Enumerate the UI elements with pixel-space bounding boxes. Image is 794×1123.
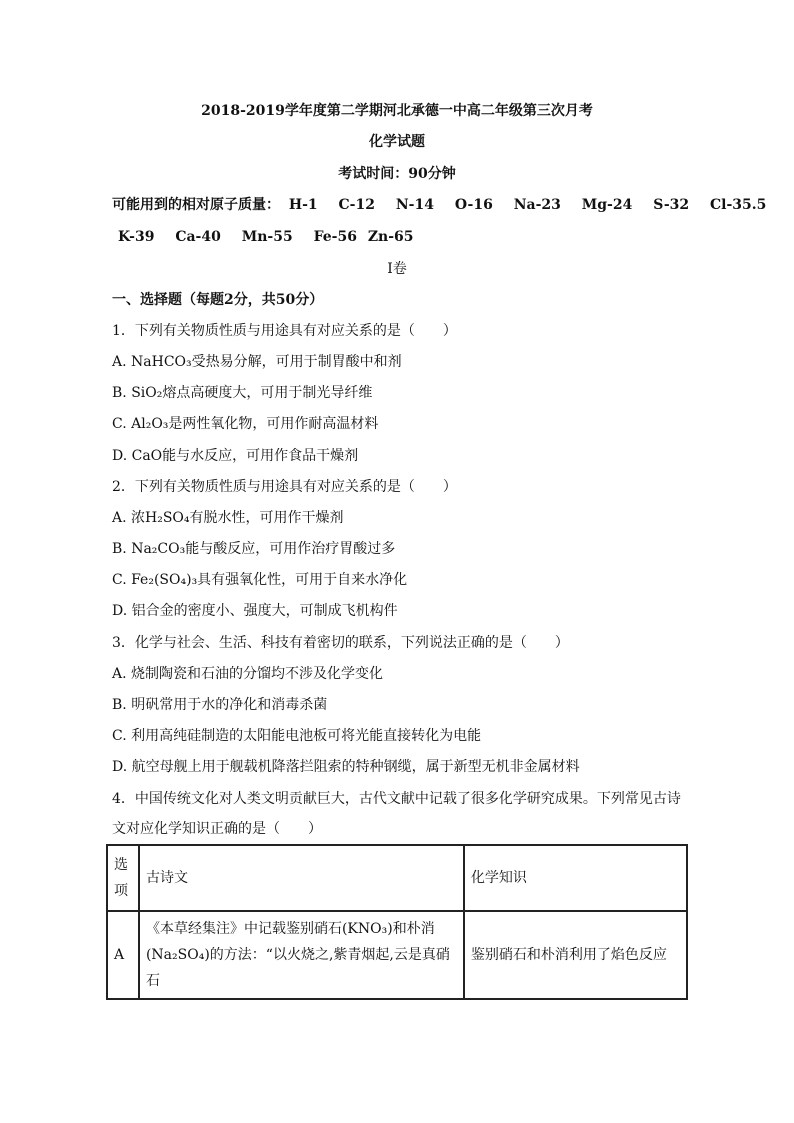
mass-item: Ca-40 (175, 229, 221, 245)
question-4-table (106, 844, 688, 1000)
question-4-stem-line-2: 文对应化学知识正确的是（ ） (112, 821, 322, 837)
volume-label: I卷 (387, 261, 407, 277)
mass-item: Zn-65 (367, 229, 414, 245)
table-header-knowledge: 化学知识 (464, 845, 687, 911)
question-3-stem: 3．化学与社会、生活、科技有着密切的联系，下列说法正确的是（ ） (112, 635, 569, 651)
table-header-option: 选项 (107, 845, 139, 911)
table-cell-knowledge: 鉴别硝石和朴消利用了焰色反应 (464, 911, 687, 999)
table-cell-poem (139, 911, 464, 999)
table-cell-poem-line-2: (Na₂SO₄)的方法：“以火烧之,紫青烟起,云是真硝石 (145, 947, 450, 989)
question-1-option-c: C. Al₂O₃是两性氧化物，可用作耐高温材料 (112, 416, 379, 432)
mass-item: Mn-55 (241, 229, 293, 245)
mass-item: Na-23 (513, 197, 561, 213)
mass-item: C-12 (338, 197, 375, 213)
question-2-option-d: D. 铝合金的密度小、强度大，可制成飞机构件 (112, 603, 398, 619)
mass-item: K-39 (118, 229, 155, 245)
question-1-stem: 1．下列有关物质性质与用途具有对应关系的是（ ） (112, 323, 457, 339)
question-1-option-b: B. SiO₂熔点高硬度大，可用于制光导纤维 (112, 385, 373, 401)
question-1-option-d: D. CaO能与水反应，可用作食品干燥剂 (112, 448, 359, 464)
question-3-option-c: C. 利用高纯硅制造的太阳能电池板可将光能直接转化为电能 (112, 728, 482, 744)
mass-item: N-14 (395, 197, 434, 213)
atomic-masses-label: 可能用到的相对原子质量： (112, 197, 280, 213)
subject-title: 化学试题 (369, 134, 425, 150)
mass-item: Fe-56 (313, 229, 357, 245)
table-cell-option: A (107, 911, 139, 999)
question-2-stem: 2．下列有关物质性质与用途具有对应关系的是（ ） (112, 479, 457, 495)
question-3-option-a: A. 烧制陶瓷和石油的分馏均不涉及化学变化 (112, 666, 384, 682)
question-2-option-a: A. 浓H₂SO₄有脱水性，可用作干燥剂 (112, 510, 344, 526)
exam-title: 2018-2019学年度第二学期河北承德一中高二年级第三次月考 (201, 103, 593, 119)
mass-item: Cl-35.5 (710, 197, 767, 213)
mass-item: H-1 (288, 197, 318, 213)
table-cell-poem-line-1: 《本草经集注》中记载鉴别硝石(KNO₃)和朴消 (145, 921, 435, 937)
mass-item: O-16 (454, 197, 493, 213)
atomic-masses-row-2 (118, 227, 430, 247)
mass-item: S-32 (653, 197, 690, 213)
atomic-masses-row-1 (112, 195, 782, 215)
question-3-option-d: D. 航空母舰上用于舰载机降落拦阻索的特种钢缆，属于新型无机非金属材料 (112, 759, 580, 775)
question-3-option-b: B. 明矾常用于水的净化和消毒杀菌 (112, 697, 328, 713)
question-1-option-a: A. NaHCO₃受热易分解，可用于制胃酸中和剂 (112, 354, 402, 370)
mass-item: Mg-24 (581, 197, 633, 213)
table-row (107, 911, 687, 999)
question-2-option-b: B. Na₂CO₃能与酸反应，可用作治疗胃酸过多 (112, 541, 396, 557)
exam-time: 考试时间：90分钟 (338, 166, 456, 182)
table-header-row (107, 845, 687, 911)
question-2-option-c: C. Fe₂(SO₄)₃具有强氧化性，可用于自来水净化 (112, 572, 408, 588)
question-4-stem-line-1: 4．中国传统文化对人类文明贡献巨大，古代文献中记载了很多化学研究成果。下列常见古诗 (112, 791, 681, 807)
section-heading: 一、选择题（每题2分，共50分） (112, 292, 324, 308)
table-header-poem: 古诗文 (139, 845, 464, 911)
